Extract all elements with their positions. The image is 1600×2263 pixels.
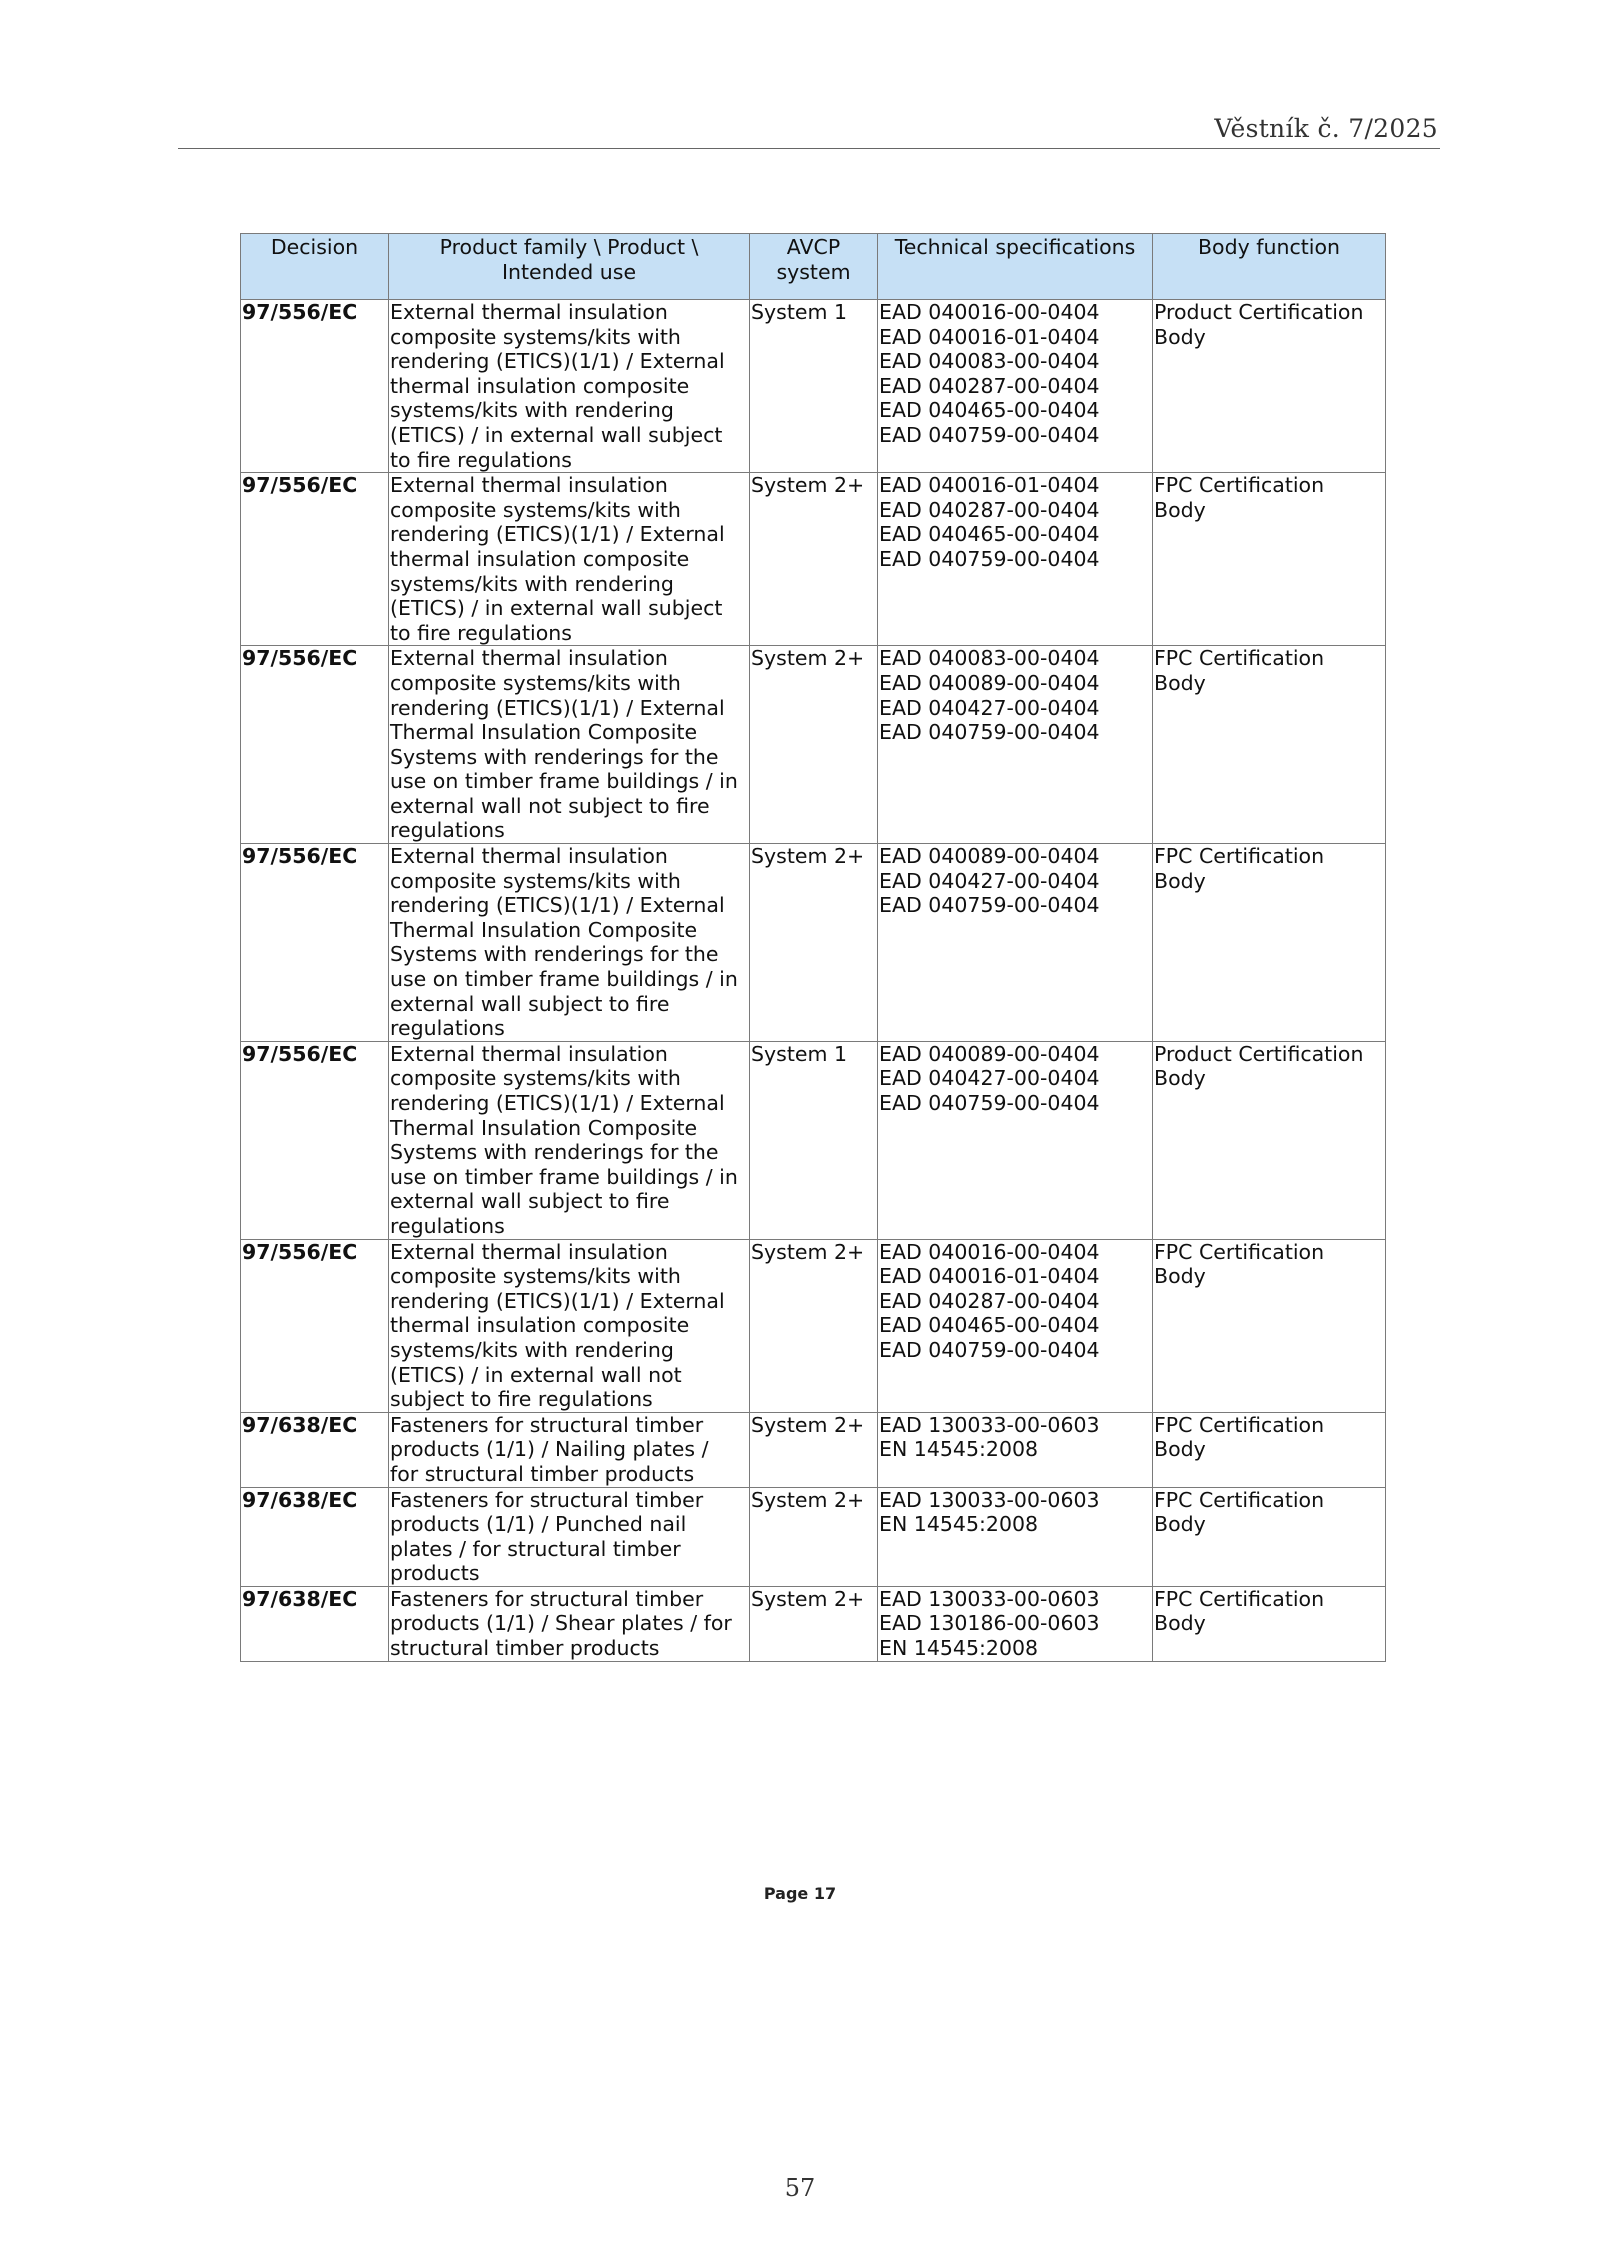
avcp-cell: System 1 (750, 300, 878, 473)
decision-cell: 97/556/EC (241, 473, 389, 646)
table-row (241, 844, 1386, 1042)
specifications-table (240, 233, 1386, 1662)
header-body-function: Body function (1153, 234, 1386, 300)
table-row (241, 300, 1386, 473)
avcp-cell: System 2+ (750, 646, 878, 844)
product-cell: Fasteners for structural timber products (1/1) / Nailing plates / for structural timber products (389, 1412, 750, 1487)
decision-cell: 97/556/EC (241, 1041, 389, 1239)
body-function-cell: FPC Certification Body (1153, 1487, 1386, 1586)
product-cell: External thermal insulation composite systems/kits with rendering (ETICS)(1/1) / External Thermal Insulation Composite Systems with renderings for the use on timber frame buildings / in external wall subject to fire regulations (389, 844, 750, 1042)
body-function-cell: FPC Certification Body (1153, 1412, 1386, 1487)
page-number: 57 (784, 2174, 816, 2202)
running-header (178, 108, 1440, 149)
specs-cell: EAD 040089-00-0404 EAD 040427-00-0404 EAD 040759-00-0404 (878, 1041, 1153, 1239)
body-function-cell: FPC Certification Body (1153, 473, 1386, 646)
table-row (241, 1239, 1386, 1412)
specs-cell: EAD 040083-00-0404 EAD 040089-00-0404 EAD 040427-00-0404 EAD 040759-00-0404 (878, 646, 1153, 844)
decision-cell: 97/556/EC (241, 300, 389, 473)
header-technical-specifications: Technical specifications (878, 234, 1153, 300)
journal-issue-title: Věstník č. 7/2025 (1214, 114, 1438, 143)
table-row (241, 1586, 1386, 1661)
product-cell: External thermal insulation composite systems/kits with rendering (ETICS)(1/1) / External thermal insulation composite systems/kits with rendering (ETICS) / in external wall subject to fire regulations (389, 473, 750, 646)
body-function-cell: FPC Certification Body (1153, 844, 1386, 1042)
page-label: Page 17 (763, 1884, 837, 1903)
decision-cell: 97/638/EC (241, 1586, 389, 1661)
product-cell: External thermal insulation composite systems/kits with rendering (ETICS)(1/1) / External Thermal Insulation Composite Systems with renderings for the use on timber frame buildings / in external wall subject to fire regulations (389, 1041, 750, 1239)
product-cell: External thermal insulation composite systems/kits with rendering (ETICS)(1/1) / External thermal insulation composite systems/kits with rendering (ETICS) / in external wall not subject to fire regulations (389, 1239, 750, 1412)
table-row (241, 1041, 1386, 1239)
avcp-cell: System 2+ (750, 1586, 878, 1661)
avcp-cell: System 1 (750, 1041, 878, 1239)
table-row (241, 1487, 1386, 1586)
decision-cell: 97/556/EC (241, 646, 389, 844)
specs-cell: EAD 040016-01-0404 EAD 040287-00-0404 EAD 040465-00-0404 EAD 040759-00-0404 (878, 473, 1153, 646)
body-function-cell: FPC Certification Body (1153, 646, 1386, 844)
avcp-cell: System 2+ (750, 473, 878, 646)
specs-cell: EAD 040016-00-0404 EAD 040016-01-0404 EAD 040083-00-0404 EAD 040287-00-0404 EAD 040465-00-0404 EAD 040759-00-0404 (878, 300, 1153, 473)
avcp-cell: System 2+ (750, 1239, 878, 1412)
decision-cell: 97/556/EC (241, 844, 389, 1042)
avcp-cell: System 2+ (750, 844, 878, 1042)
body-function-cell: FPC Certification Body (1153, 1239, 1386, 1412)
table-row (241, 646, 1386, 844)
decision-cell: 97/556/EC (241, 1239, 389, 1412)
specs-cell: EAD 130033-00-0603 EAD 130186-00-0603 EN 14545:2008 (878, 1586, 1153, 1661)
table-row (241, 473, 1386, 646)
specs-cell: EAD 040016-00-0404 EAD 040016-01-0404 EAD 040287-00-0404 EAD 040465-00-0404 EAD 040759-00-0404 (878, 1239, 1153, 1412)
table-header-row (241, 234, 1386, 300)
header-avcp-system: AVCP system (750, 234, 878, 300)
specs-cell: EAD 040089-00-0404 EAD 040427-00-0404 EAD 040759-00-0404 (878, 844, 1153, 1042)
product-cell: Fasteners for structural timber products (1/1) / Punched nail plates / for structural timber products (389, 1487, 750, 1586)
decision-cell: 97/638/EC (241, 1412, 389, 1487)
avcp-cell: System 2+ (750, 1412, 878, 1487)
body-function-cell: Product Certification Body (1153, 300, 1386, 473)
body-function-cell: FPC Certification Body (1153, 1586, 1386, 1661)
body-function-cell: Product Certification Body (1153, 1041, 1386, 1239)
avcp-cell: System 2+ (750, 1487, 878, 1586)
specs-cell: EAD 130033-00-0603 EN 14545:2008 (878, 1487, 1153, 1586)
decision-cell: 97/638/EC (241, 1487, 389, 1586)
header-product-family: Product family \ Product \ Intended use (389, 234, 750, 300)
table-row (241, 1412, 1386, 1487)
header-decision: Decision (241, 234, 389, 300)
product-cell: External thermal insulation composite systems/kits with rendering (ETICS)(1/1) / External thermal insulation composite systems/kits with rendering (ETICS) / in external wall subject to fire regulations (389, 300, 750, 473)
product-cell: Fasteners for structural timber products (1/1) / Shear plates / for structural timber products (389, 1586, 750, 1661)
product-cell: External thermal insulation composite systems/kits with rendering (ETICS)(1/1) / External Thermal Insulation Composite Systems with renderings for the use on timber frame buildings / in external wall not subject to fire regulations (389, 646, 750, 844)
specs-cell: EAD 130033-00-0603 EN 14545:2008 (878, 1412, 1153, 1487)
